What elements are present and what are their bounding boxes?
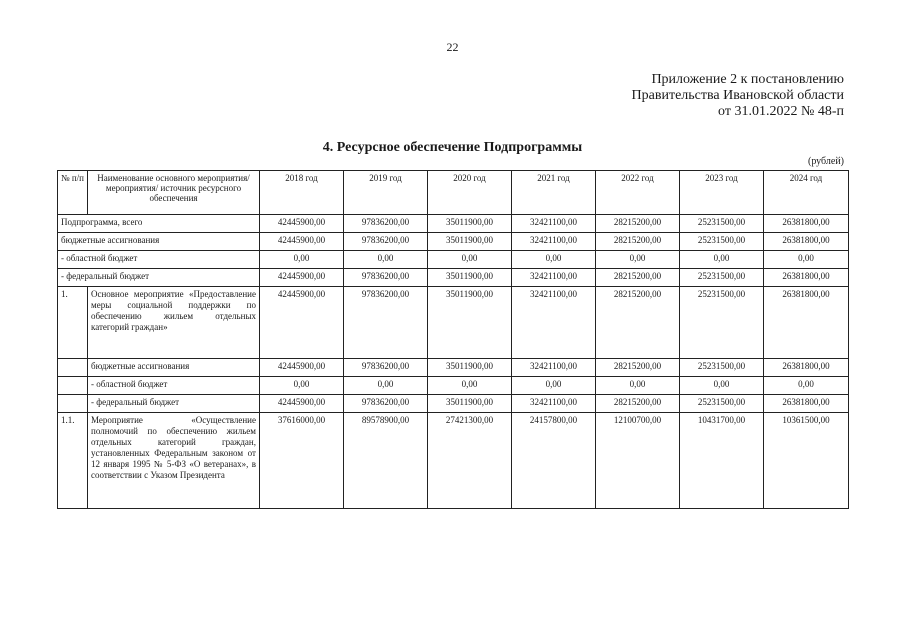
cell-value: 35011900,00 [428, 359, 512, 377]
row-label: бюджетные ассигнования [88, 359, 260, 377]
row-number: 1. [58, 287, 88, 359]
cell-value: 25231500,00 [680, 269, 764, 287]
section-title: 4. Ресурсное обеспечение Подпрограммы [322, 140, 583, 155]
cell-value: 0,00 [428, 377, 512, 395]
cell-value: 12100700,00 [596, 413, 680, 509]
cell-value: 0,00 [260, 251, 344, 269]
cell-value: 42445900,00 [260, 287, 344, 359]
cell-value: 42445900,00 [260, 395, 344, 413]
appendix-line-1: Приложение 2 к постановлению [651, 72, 844, 87]
cell-value: 0,00 [344, 251, 428, 269]
cell-value: 27421300,00 [428, 413, 512, 509]
cell-value: 35011900,00 [428, 287, 512, 359]
row-label: - областной бюджет [58, 251, 260, 269]
cell-value: 0,00 [764, 377, 849, 395]
cell-value: 42445900,00 [260, 215, 344, 233]
cell-value: 35011900,00 [428, 395, 512, 413]
cell-value: 0,00 [596, 251, 680, 269]
cell-value: 97836200,00 [344, 359, 428, 377]
cell-value: 32421100,00 [512, 395, 596, 413]
page-number: 22 [446, 40, 459, 54]
cell-value: 32421100,00 [512, 215, 596, 233]
cell-value: 37616000,00 [260, 413, 344, 509]
cell-value: 24157800,00 [512, 413, 596, 509]
cell-value: 10431700,00 [680, 413, 764, 509]
cell-value: 26381800,00 [764, 269, 849, 287]
row-description: Основное мероприятие «Предоставление меры социальной поддержки по обеспечению жильем отдельных категорий граждан» [88, 287, 260, 359]
cell-value: 35011900,00 [428, 269, 512, 287]
cell-value: 97836200,00 [344, 215, 428, 233]
cell-value: 28215200,00 [596, 233, 680, 251]
cell-value: 26381800,00 [764, 395, 849, 413]
row-label: - областной бюджет [88, 377, 260, 395]
table-row [58, 269, 849, 287]
table-row [58, 413, 849, 509]
cell-value: 25231500,00 [680, 359, 764, 377]
cell-value: 42445900,00 [260, 269, 344, 287]
cell-value: 26381800,00 [764, 215, 849, 233]
header-num: № п/п [58, 171, 88, 215]
header-year: 2022 год [596, 171, 680, 215]
appendix-line-3: от 31.01.2022 № 48-п [718, 104, 844, 119]
table-row [58, 287, 849, 359]
cell-value: 32421100,00 [512, 233, 596, 251]
cell-value: 28215200,00 [596, 269, 680, 287]
row-description: Мероприятие «Осуществление полномочий по обеспечению жильем отдельных категорий граждан, установленных Федеральным законом от 12 января 1995 № 5-ФЗ «О ветеранах», в соответствии с Указом Президента [88, 413, 260, 509]
header-year: 2018 год [260, 171, 344, 215]
cell-value: 97836200,00 [344, 395, 428, 413]
cell-value: 35011900,00 [428, 215, 512, 233]
empty-cell [58, 359, 88, 377]
cell-value: 0,00 [680, 251, 764, 269]
table-row [58, 359, 849, 377]
row-label: - федеральный бюджет [88, 395, 260, 413]
header-name: Наименование основного мероприятия/мероприятия/ источник ресурсного обеспечения [88, 171, 260, 215]
appendix-header [632, 72, 844, 120]
empty-cell [58, 395, 88, 413]
cell-value: 0,00 [512, 377, 596, 395]
cell-value: 25231500,00 [680, 215, 764, 233]
table-row [58, 377, 849, 395]
cell-value: 0,00 [680, 377, 764, 395]
table-header-row [58, 171, 849, 215]
row-label: - федеральный бюджет [58, 269, 260, 287]
cell-value: 26381800,00 [764, 359, 849, 377]
cell-value: 42445900,00 [260, 359, 344, 377]
header-year: 2020 год [428, 171, 512, 215]
cell-value: 28215200,00 [596, 287, 680, 359]
cell-value: 26381800,00 [764, 287, 849, 359]
resource-table [57, 170, 849, 509]
cell-value: 0,00 [596, 377, 680, 395]
cell-value: 89578900,00 [344, 413, 428, 509]
header-year: 2019 год [344, 171, 428, 215]
cell-value: 25231500,00 [680, 287, 764, 359]
cell-value: 32421100,00 [512, 269, 596, 287]
cell-value: 26381800,00 [764, 233, 849, 251]
cell-value: 25231500,00 [680, 395, 764, 413]
cell-value: 28215200,00 [596, 359, 680, 377]
cell-value: 0,00 [344, 377, 428, 395]
table-row [58, 395, 849, 413]
row-label: бюджетные ассигнования [58, 233, 260, 251]
table-row [58, 215, 849, 233]
cell-value: 10361500,00 [764, 413, 849, 509]
cell-value: 42445900,00 [260, 233, 344, 251]
cell-value: 97836200,00 [344, 287, 428, 359]
appendix-line-2: Правительства Ивановской области [631, 88, 844, 103]
row-number: 1.1. [58, 413, 88, 509]
cell-value: 97836200,00 [344, 233, 428, 251]
header-year: 2024 год [764, 171, 849, 215]
cell-value: 97836200,00 [344, 269, 428, 287]
units-label: (рублей) [807, 156, 844, 167]
header-year: 2021 год [512, 171, 596, 215]
header-year: 2023 год [680, 171, 764, 215]
row-label: Подпрограмма, всего [58, 215, 260, 233]
cell-value: 28215200,00 [596, 395, 680, 413]
table-row [58, 233, 849, 251]
cell-value: 0,00 [260, 377, 344, 395]
cell-value: 0,00 [428, 251, 512, 269]
empty-cell [58, 377, 88, 395]
cell-value: 32421100,00 [512, 359, 596, 377]
cell-value: 32421100,00 [512, 287, 596, 359]
table-row [58, 251, 849, 269]
cell-value: 25231500,00 [680, 233, 764, 251]
cell-value: 28215200,00 [596, 215, 680, 233]
cell-value: 35011900,00 [428, 233, 512, 251]
cell-value: 0,00 [764, 251, 849, 269]
cell-value: 0,00 [512, 251, 596, 269]
